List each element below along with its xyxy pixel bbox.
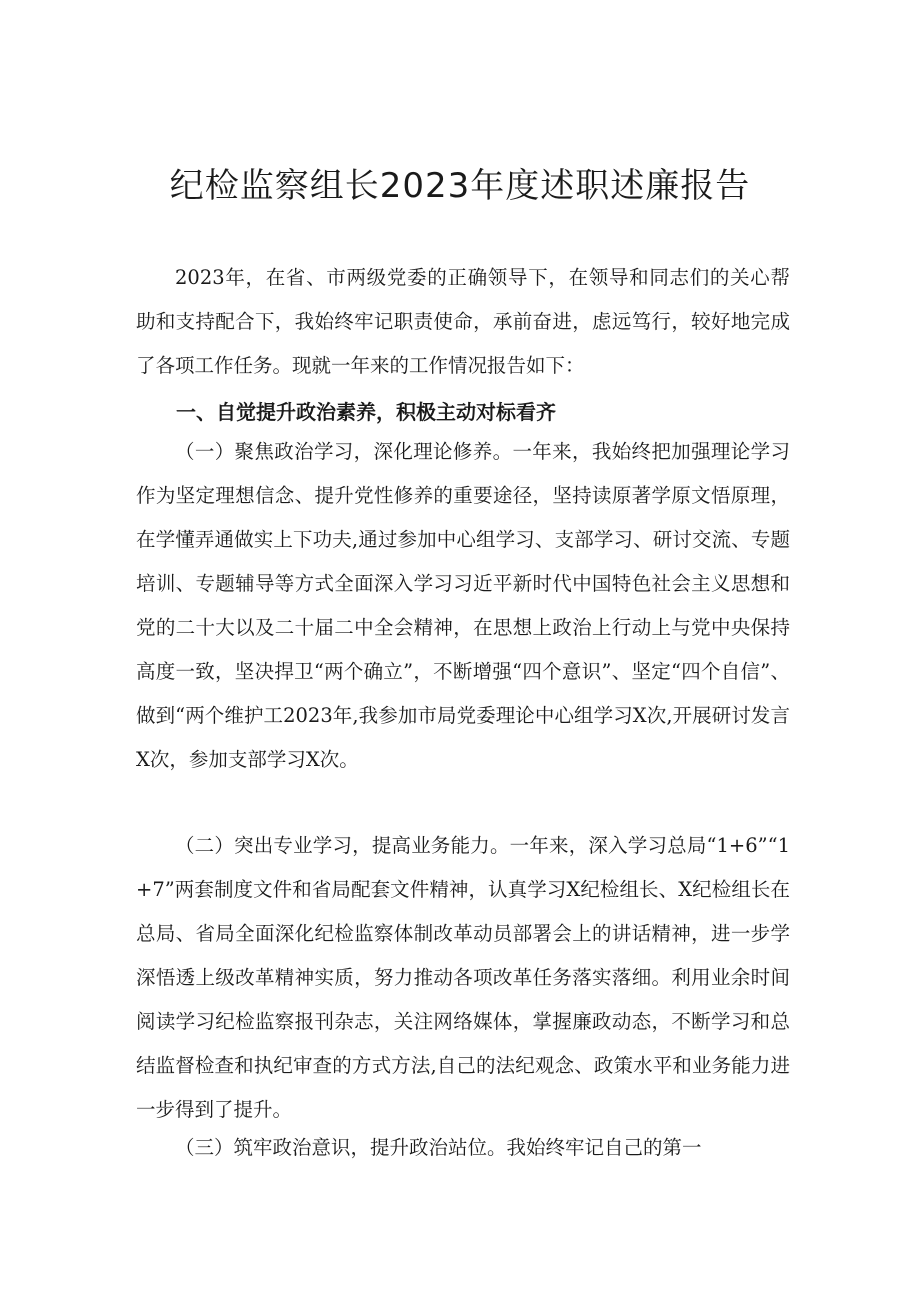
section-heading: 一、自觉提升政治素养，积极主动对标看齐 — [176, 400, 556, 424]
paragraph-political-awareness: （三）筑牢政治意识，提升政治站位。我始终牢记自己的第一 — [175, 1136, 702, 1159]
document-title: 纪检监察组长2023年度述职述廉报告 — [169, 166, 751, 206]
paragraph-political-study: （一）聚焦政治学习，深化理论修养。一年来，我始终把加强理论学习作为坚定理想信念、提升党性修养的重要途径，坚持读原著学原文悟原理，在学懂弄通做实上下功夫,通过参加中心组学习、支部学习、研讨交流、专题培训、专题辅导等方式全面深入学习习近平新时代中国特色社会主义思想和党的二十大以及二十届二中全会精神，在思想上政治上行动上与党中央保持高度一致，坚决捍卫“两个确立”，不断增强“四个意识”、坚定“四个自信”、做到“两个维护工2023年,我参加市局党委理论中心组学习X次,开展研讨发言X次，参加支部学习X次。 — [136, 440, 790, 771]
intro-paragraph: 2023年，在省、市两级党委的正确领导下，在领导和同志们的关心帮助和支持配合下，我始终牢记职责使命，承前奋进，虑远笃行，较好地完成了各项工作任务。现就一年来的工作情况报告如下： — [136, 266, 790, 377]
paragraph-professional-study: （二）突出专业学习，提高业务能力。一年来，深入学习总局“1+6”“1+7”两套制度文件和省局配套文件精神，认真学习X纪检组长、X纪检组长在总局、省局全面深化纪检监察体制改革动员部署会上的讲话精神，进一步学深悟透上级改革精神实质，努力推动各项改革任务落实落细。利用业余时间阅读学习纪检监察报刊杂志，关注网络媒体，掌握廉政动态，不断学习和总结监督检查和执纪审查的方式方法,自己的法纪观念、政策水平和业务能力进一步得到了提升。 — [136, 834, 790, 1121]
